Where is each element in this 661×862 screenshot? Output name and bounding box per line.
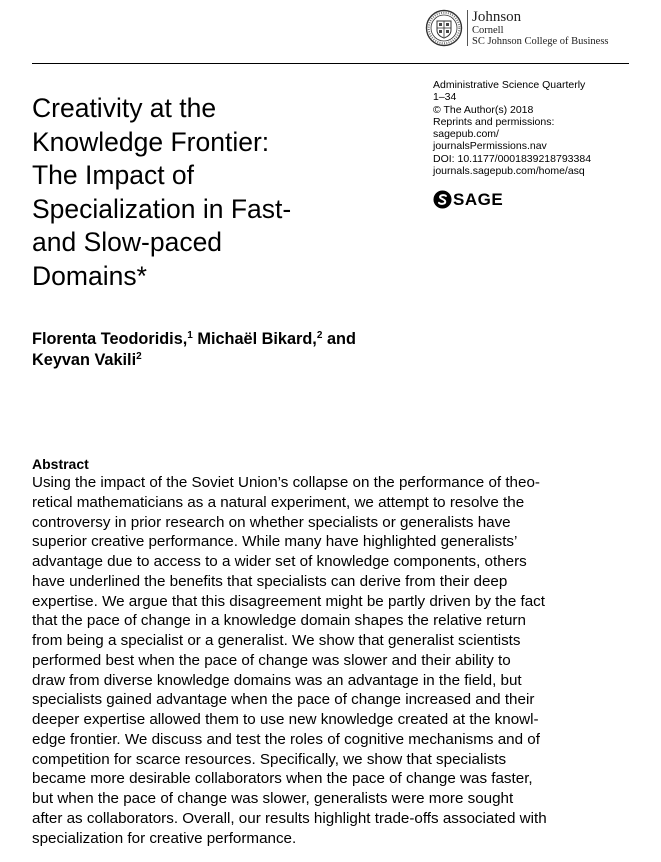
- title-line: and Slow-paced: [32, 227, 223, 258]
- author-conjunction: and: [326, 330, 356, 348]
- abstract-line: but when the pace of change was slower, generalists were more sought: [32, 790, 514, 807]
- abstract-line: Using the impact of the Soviet Union’s collapse on the performance of theo-: [32, 474, 540, 491]
- page-range: 1–34: [433, 91, 457, 104]
- abstract-line: edge frontier. We discuss and test the roles of cognitive mechanisms and of: [32, 730, 540, 748]
- author-name: Florenta Teodoridis,: [32, 330, 188, 348]
- journal-metadata: [433, 79, 653, 177]
- abstract-line: draw from diverse knowledge domains was an advantage in the field, but: [32, 671, 522, 689]
- abstract-line: advantage due to access to a wider set of knowledge components, others: [32, 553, 527, 570]
- logo-divider: [467, 10, 468, 46]
- abstract-line: controversy in prior research on whether specialists or generalists have: [32, 513, 511, 531]
- affiliation-mark: 1: [187, 330, 193, 341]
- author-list: [32, 329, 472, 371]
- abstract-line: have underlined the benefits that specialists can derive from their deep: [32, 572, 508, 590]
- title-line: Domains*: [32, 260, 147, 291]
- journal-name: Administrative Science Quarterly: [433, 79, 586, 91]
- author-name: Keyvan Vakili: [32, 351, 137, 369]
- article-title: [32, 92, 412, 294]
- abstract-line: performed best when the pace of change was slower and their ability to: [32, 651, 511, 669]
- abstract-line: competition for scarce resources. Specifically, we show that specialists: [32, 750, 507, 768]
- sage-wordmark: SAGE: [453, 190, 504, 209]
- abstract-line: expertise. We argue that this disagreement might be partly driven by the fact: [32, 592, 545, 610]
- logo-line-3: SC Johnson College of Business: [472, 36, 609, 47]
- affiliation-mark: 2: [136, 351, 142, 362]
- logo-line-2: Cornell: [472, 25, 504, 36]
- abstract-line: specialists gained advantage when the pace of change increased and their: [32, 691, 535, 709]
- journal-url[interactable]: journals.sagepub.com/home/asq: [433, 165, 585, 178]
- title-line: Specialization in Fast-: [32, 193, 292, 224]
- logo-wordmark: [472, 9, 609, 47]
- author-name: Michaël Bikard,: [197, 330, 317, 348]
- abstract-line: after as collaborators. Overall, our results highlight trade-offs associated with: [32, 809, 547, 827]
- abstract-line: that the pace of change in a knowledge domain shapes the relative return: [32, 612, 526, 630]
- title-line: The Impact of: [32, 160, 195, 191]
- abstract-line: specialization for creative performance.: [32, 829, 297, 847]
- copyright: © The Author(s) 2018: [433, 103, 534, 116]
- cornell-seal-icon: [425, 9, 463, 47]
- author-line-1: [32, 329, 472, 350]
- title-line: Creativity at the: [32, 93, 217, 123]
- reprints-link[interactable]: sagepub.com/: [433, 128, 499, 141]
- reprints-link-cont[interactable]: journalsPermissions.nav: [433, 140, 547, 153]
- sage-s-icon: [433, 190, 452, 209]
- title-line: Knowledge Frontier:: [32, 126, 270, 157]
- header-rule: [32, 63, 629, 64]
- logo-line-1: Johnson: [472, 9, 522, 25]
- abstract-line: retical mathematicians as a natural experiment, we attempt to resolve the: [32, 493, 525, 511]
- doi[interactable]: DOI: 10.1177/0001839218793384: [433, 152, 592, 165]
- affiliation-mark: 2: [316, 330, 323, 341]
- sage-logo: [433, 190, 503, 209]
- abstract-line: became more desirable collaborators when the pace of change was faster,: [32, 770, 533, 788]
- abstract-line: from being a specialist or a generalist. We show that generalist scientists: [32, 632, 521, 649]
- author-line-2: [32, 350, 472, 371]
- abstract-heading: Abstract: [32, 456, 89, 472]
- reprints-label: Reprints and permissions:: [433, 115, 555, 128]
- abstract-line: superior creative performance. While many have highlighted generalists’: [32, 533, 518, 551]
- abstract-body: [32, 473, 629, 848]
- abstract-line: deeper expertise allowed them to use new knowledge created at the knowl-: [32, 711, 539, 728]
